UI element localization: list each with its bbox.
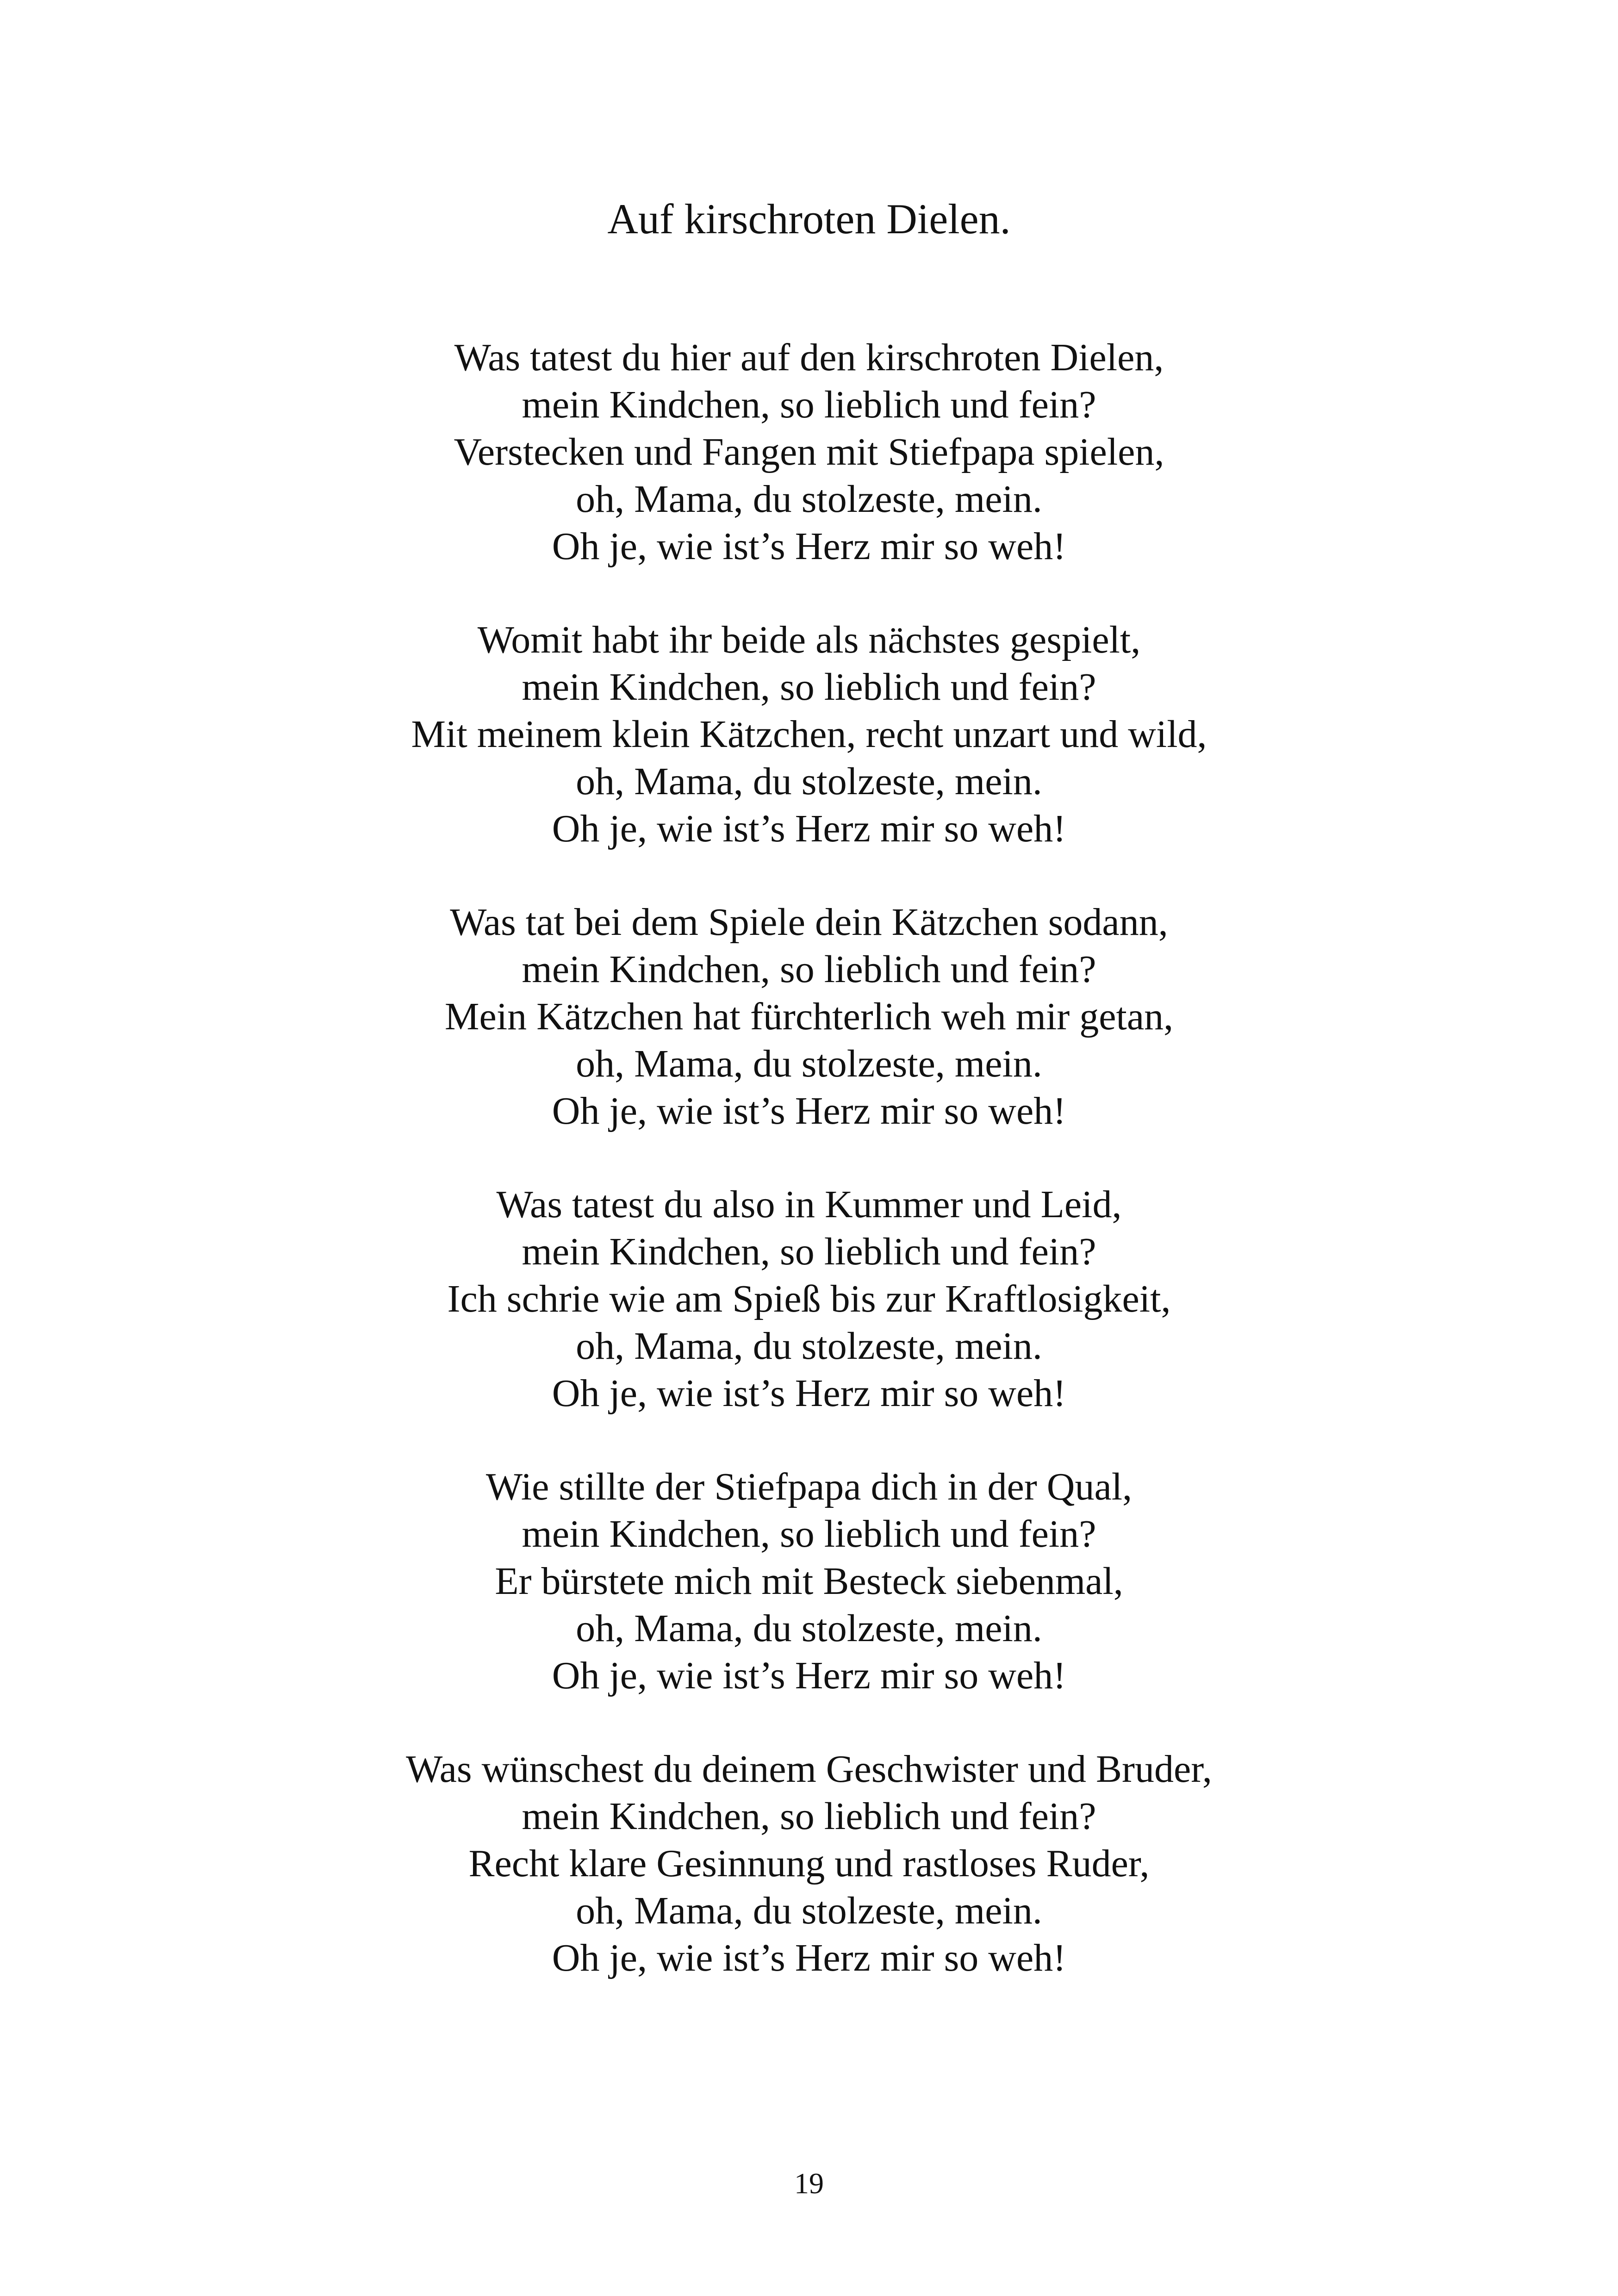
poem-line: oh, Mama, du stolzeste, mein. <box>576 1042 1042 1085</box>
poem-line: Oh je, wie ist’s Herz mir so weh! <box>552 1936 1066 1979</box>
poem-line: mein Kindchen, so lieblich und fein? <box>522 666 1096 709</box>
poem-line: Womit habt ihr beide als nächstes gespielt, <box>477 618 1141 661</box>
poem-line: mein Kindchen, so lieblich und fein? <box>522 948 1096 991</box>
poem-line: Verstecken und Fangen mit Stiefpapa spielen, <box>454 430 1164 473</box>
poem-line: mein Kindchen, so lieblich und fein? <box>522 1230 1096 1273</box>
stanza-1 <box>0 334 1618 616</box>
poem-line: oh, Mama, du stolzeste, mein. <box>576 760 1042 803</box>
poem-body <box>0 334 1618 2028</box>
stanza-2 <box>0 616 1618 899</box>
poem-line: Oh je, wie ist’s Herz mir so weh! <box>552 1089 1066 1132</box>
poem-title: Auf kirschroten Dielen. <box>607 195 1011 243</box>
poem-line: Ich schrie wie am Spieß bis zur Kraftlosigkeit, <box>447 1277 1171 1320</box>
page-number: 19 <box>794 2167 824 2200</box>
poem-line: mein Kindchen, so lieblich und fein? <box>522 1795 1096 1838</box>
poem-line: Was tat bei dem Spiele dein Kätzchen sodann, <box>450 901 1168 944</box>
stanza-4 <box>0 1181 1618 1463</box>
poem-line: oh, Mama, du stolzeste, mein. <box>576 1889 1042 1932</box>
poem-line: Recht klare Gesinnung und rastloses Ruder, <box>468 1842 1150 1885</box>
poem-line: mein Kindchen, so lieblich und fein? <box>522 383 1096 426</box>
poem-line: Mit meinem klein Kätzchen, recht unzart und wild, <box>411 713 1207 756</box>
poem-line: Oh je, wie ist’s Herz mir so weh! <box>552 807 1066 850</box>
poem-line: Oh je, wie ist’s Herz mir so weh! <box>552 1372 1066 1415</box>
stanza-5 <box>0 1463 1618 1746</box>
poem-line: oh, Mama, du stolzeste, mein. <box>576 1325 1042 1368</box>
poem-line: oh, Mama, du stolzeste, mein. <box>576 478 1042 521</box>
stanza-6 <box>0 1746 1618 2028</box>
poem-line: Oh je, wie ist’s Herz mir so weh! <box>552 1654 1066 1697</box>
stanza-3 <box>0 899 1618 1181</box>
poem-line: oh, Mama, du stolzeste, mein. <box>576 1607 1042 1650</box>
poem-line: mein Kindchen, so lieblich und fein? <box>522 1512 1096 1556</box>
poem-line: Was wünschest du deinem Geschwister und Bruder, <box>406 1748 1212 1791</box>
poem-line: Mein Kätzchen hat fürchterlich weh mir getan, <box>444 995 1174 1038</box>
poem-line: Oh je, wie ist’s Herz mir so weh! <box>552 525 1066 568</box>
poem-line: Was tatest du also in Kummer und Leid, <box>496 1183 1122 1226</box>
poem-line: Wie stillte der Stiefpapa dich in der Qual, <box>485 1465 1133 1508</box>
poem-line: Was tatest du hier auf den kirschroten Dielen, <box>454 336 1164 379</box>
poem-line: Er bürstete mich mit Besteck siebenmal, <box>495 1560 1123 1603</box>
